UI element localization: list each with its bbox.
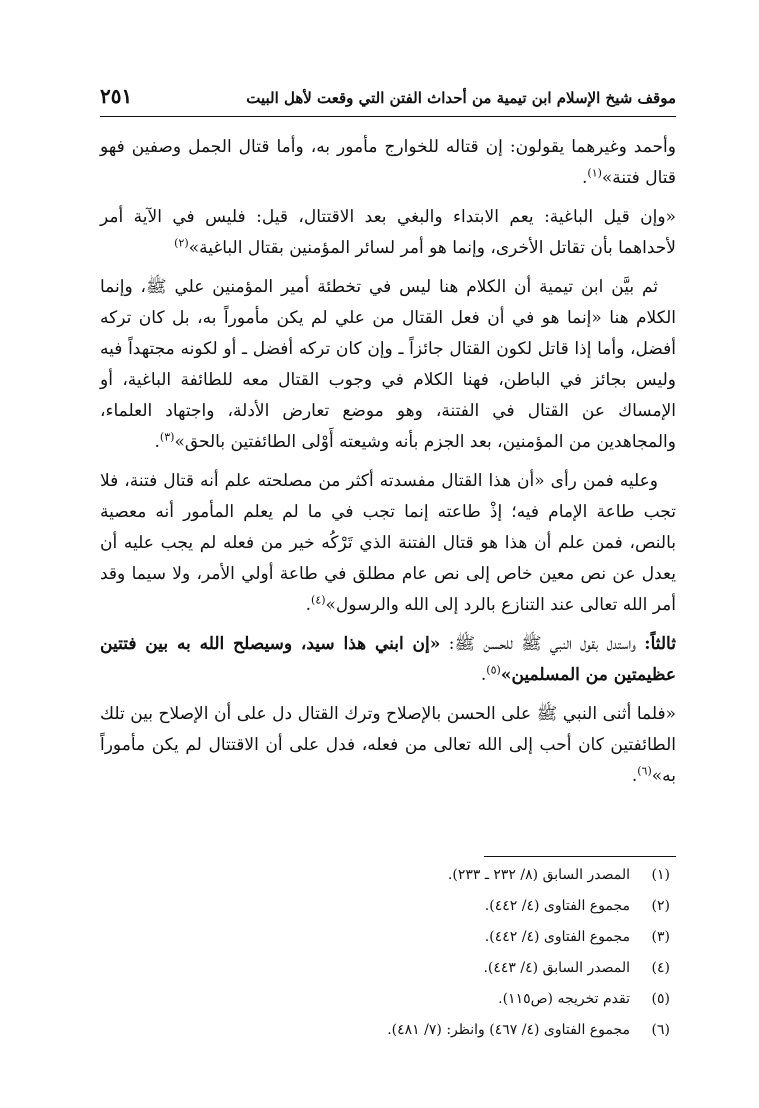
- paragraph-text: «فلما أثنى النبي ﷺ على الحسن بالإصلاح وترك القتال دل على أن الإصلاح بين تلك الطائفتين كان أحب إلى الله تعالى من فعله، فدل على أن الاقتتال لم يكن مأموراً به»: [100, 704, 676, 786]
- paragraph-6: [100, 699, 676, 792]
- footnote-ref: (٣): [159, 430, 175, 444]
- paragraph-3: [100, 272, 676, 458]
- footnote: [100, 953, 676, 984]
- footnote-text: مجموع الفتاوى (٤/ ٤٤٢).: [484, 929, 630, 945]
- footnote-ref: (٦): [637, 764, 652, 778]
- paragraph-tail: .: [154, 432, 160, 452]
- paragraph-tail: .: [305, 595, 312, 615]
- paragraph-tail: .: [581, 168, 588, 188]
- paragraph-text: «وإن قيل الباغية: يعم الابتداء والبغي بعد الاقتتال، قيل: فليس في الآية أمر لأحداهما بأن تقاتل الأخرى، وإنما هو أمر لسائر المؤمنين بقتال الباغية»: [100, 207, 676, 258]
- footnote-number: (٤): [651, 960, 670, 976]
- paragraph-2: [100, 202, 676, 264]
- footnote: [100, 1015, 676, 1046]
- footnote-text: مجموع الفتاوى (٤/ ٤٦٧) وانظر: (٧/ ٤٨١).: [387, 1022, 630, 1038]
- footnote-text: المصدر السابق (٨/ ٢٣٢ ـ ٢٣٣).: [447, 867, 630, 883]
- paragraph-text: وأحمد وغيرهما يقولون: إن قتاله للخوارج مأمور به، وأما قتال الجمل وصفين فهو قتال فتنة»: [100, 137, 676, 188]
- footnote-separator: [484, 856, 676, 857]
- footnote-text: المصدر السابق (٤/ ٤٤٣).: [483, 960, 630, 976]
- footnote-number: (٥): [651, 991, 670, 1007]
- footnote: [100, 922, 676, 953]
- footnote-ref: (٥): [486, 663, 501, 677]
- footnote-number: (٢): [651, 898, 670, 914]
- main-text: [100, 132, 676, 800]
- section-lead: ثالثاً:: [644, 634, 676, 654]
- footnote: [100, 860, 676, 891]
- hadith-quote: «إن ابني هذا سيد، وسيصلح الله به بين فتتين عظيمتين من المسلمين»: [100, 634, 676, 685]
- running-title: موقف شيخ الإسلام ابن تيمية من أحداث الفتن التي وقعت لأهل البيت: [246, 89, 676, 107]
- paragraph-text: وعليه فمن رأى «أن هذا القتال مفسدته أكثر من مصلحته علم أنه قتال فتنة، فلا تجب طاعة الإمام فيه؛ إذْ طاعته إنما تجب في ما لم يعلم المأمور أنه معصية بالنص، فمن علم أن هذا هو قتال الفتنة الذي تَرْكُه خير من فعله لم يجب عليه أن يعدل عن نص معين خاص إلى نص عام مطلق في طاعة أولي الأمر، ولا سيما وقد أمر الله تعالى عند التنازع بالرد إلى الله والرسول»: [100, 471, 676, 615]
- paragraph-1: [100, 132, 676, 194]
- page-header: [100, 84, 676, 117]
- footnote: [100, 891, 676, 922]
- paragraph-text: ثم بيَّن ابن تيمية أن الكلام هنا ليس في تخطئة أمير المؤمنين علي ﷺ، وإنما الكلام هنا «إنما هو في أن فعل القتال من علي لم يكن مأموراً به، بل كان تركه أفضل، وأما إذا قاتل لكون القتال جائزاً ـ وإن كان تركه أفضل ـ أو لكونه مجتهداً فيه وليس بجائز في الباطن، فهنا الكلام في وجوب القتال معه للطائفة الباغية، أو الإمساك عن القتال في الفتنة، وهو موضع تعارض الأدلة، واجتهاد العلماء، والمجاهدين من المؤمنين، بعد الجزم بأنه وشيعته أَوْلى الطائفتين بالحق»: [100, 277, 676, 452]
- footnote-number: (٦): [651, 1022, 670, 1038]
- paragraph-4: [100, 466, 676, 621]
- footnote-number: (٣): [651, 929, 670, 945]
- footnote-ref: (١): [587, 166, 602, 180]
- footnote-text: تقدم تخريجه (ص١١٥).: [498, 991, 630, 1007]
- paragraph-tail: .: [480, 665, 487, 685]
- page-number: ٢٥١: [100, 84, 133, 108]
- footnote-text: مجموع الفتاوى (٤/ ٤٤٢).: [484, 898, 630, 914]
- paragraph-text: واستدل بقول النبي ﷺ للحسن ﷺ:: [440, 634, 645, 654]
- footnotes: [100, 860, 676, 1046]
- paragraph-tail: .: [631, 766, 638, 786]
- footnote-ref: (٤): [311, 593, 326, 607]
- footnote-number: (١): [651, 867, 670, 883]
- footnote: [100, 984, 676, 1015]
- paragraph-5: [100, 629, 676, 691]
- footnote-ref: (٢): [174, 236, 189, 250]
